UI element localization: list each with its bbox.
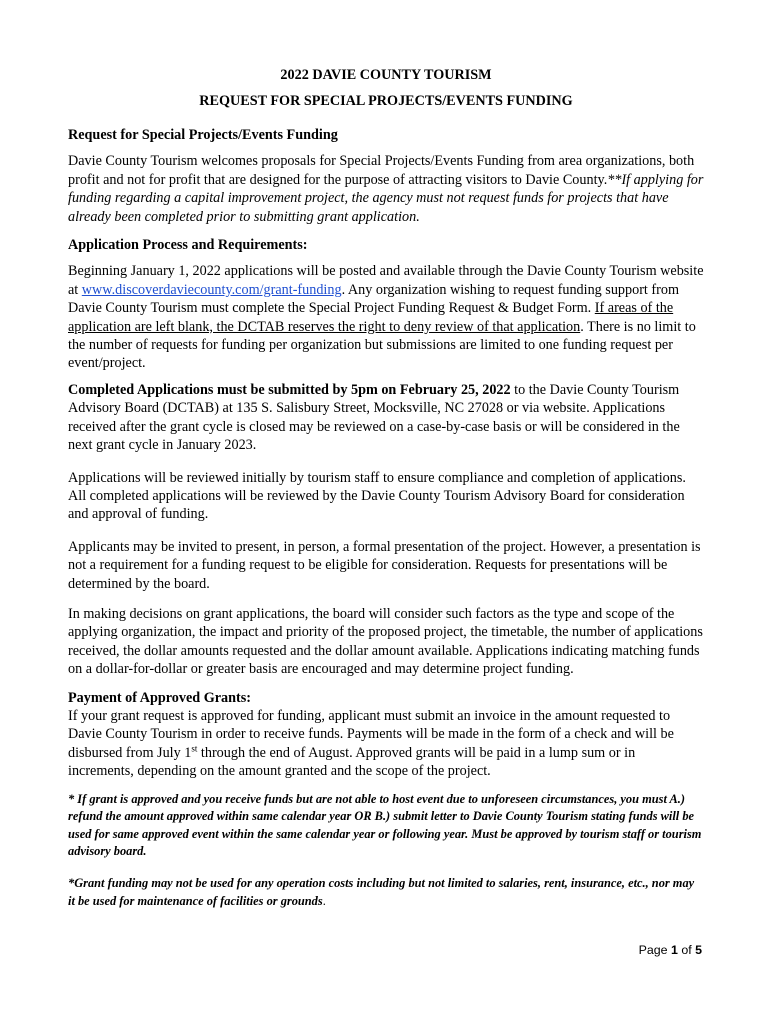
note-refund: * If grant is approved and you receive funds but are not able to host event due to unforeseen circumstances, you must A.) refund the amount approved within same calendar year OR B.) submit letter to Davie County Tourism stating funds will be used for same approved event within the same calendar year or following year. Must be approved by tourism staff or tourism advisory board. bbox=[68, 791, 702, 859]
process-text-a: Beginning January 1, 2022 applications will be posted and available through the Davie County Tourism website at bbox=[68, 263, 704, 298]
blank-areas-warning: If areas of the application are left blank, the DCTAB reserves the right to deny review of that application bbox=[68, 300, 674, 335]
page-number: 1 bbox=[670, 943, 678, 957]
paragraph-decisions: In making decisions on grant applications, the board will consider such factors as the type and scope of the applying organization, the impact and priority of the proposed project, the timetable, the number of applications received, the dollar amounts requested and the dollar amount available. Applications indicating matching funds on a dollar-for-dollar or greater basis are encouraged and may determine project funding. bbox=[68, 605, 703, 678]
deadline-bold: Completed Applications must be submitted by 5pm on February 25, 2022 bbox=[68, 381, 511, 398]
note-operation-costs-period: . bbox=[322, 893, 326, 908]
paragraph-application-process bbox=[68, 262, 704, 372]
process-text-c: . There is no limit to the number of requests for funding per organization but submissions are limited to one funding request per event/project. bbox=[68, 318, 696, 372]
document-body bbox=[68, 64, 704, 910]
document-title-line2: REQUEST FOR SPECIAL PROJECTS/EVENTS FUNDING bbox=[199, 93, 573, 109]
grant-funding-link[interactable]: www.discoverdaviecounty.com/grant-funding bbox=[81, 281, 342, 298]
payment-superscript: st bbox=[191, 743, 198, 754]
capital-improvement-note: **If applying for funding regarding a capital improvement project, the agency must not request funds for projects that have already been completed prior to submitting grant application. bbox=[68, 171, 704, 225]
page-total: 5 bbox=[695, 943, 702, 957]
paragraph-review: Applications will be reviewed initially by tourism staff to ensure compliance and completion of applications. All completed applications will be reviewed by the Davie County Tourism Advisory Board for consideration and approval of funding. bbox=[68, 469, 686, 523]
paragraph-payment bbox=[68, 707, 704, 781]
note-operation-costs bbox=[68, 875, 704, 910]
document-title-line1: 2022 DAVIE COUNTY TOURISM bbox=[280, 67, 492, 83]
paragraph-presentation: Applicants may be invited to present, in person, a formal presentation of the project. However, a presentation is not a requirement for a funding request to be eligible for consideration. Requests for presentations will be determined by the board. bbox=[68, 538, 701, 592]
of-word: of bbox=[677, 943, 696, 957]
page-word: Page bbox=[638, 943, 671, 957]
page-footer bbox=[639, 943, 702, 957]
process-text-b: . Any organization wishing to request funding support from Davie County Tourism must complete the Special Project Funding Request & Budget Form. bbox=[68, 281, 679, 317]
deadline-text: to the Davie County Tourism Advisory Board (DCTAB) at 135 S. Salisbury Street, Mocksville, NC 27028 or via website. Applications received after the grant cycle is closed may be reviewed on a case-by-case basis or will be considered in the next grant cycle in January 2023. bbox=[68, 381, 680, 454]
note-operation-costs-text: *Grant funding may not be used for any operation costs including but not limited to salaries, rent, insurance, etc., nor may it be used for maintenance of facilities or grounds bbox=[68, 875, 695, 908]
intro-text: Davie County Tourism welcomes proposals for Special Projects/Events Funding from area organizations, both profit and not for profit that are designed for the purpose of attracting visitors to Davie County. bbox=[68, 153, 695, 188]
paragraph-deadline bbox=[68, 381, 704, 455]
section-heading-payment: Payment of Approved Grants: bbox=[68, 689, 251, 706]
payment-text-b: through the end of August. Approved grants will be paid in a lump sum or in increments, depending on the amount granted and the scope of the project. bbox=[68, 744, 636, 780]
paragraph-intro bbox=[68, 152, 704, 226]
section-heading-special-projects: Request for Special Projects/Events Funding bbox=[68, 127, 338, 143]
section-heading-application-process: Application Process and Requirements: bbox=[68, 237, 308, 254]
payment-text-a: If your grant request is approved for funding, applicant must submit an invoice in the amount requested to Davie County Tourism in order to receive funds. Payments will be made in the form of a check and will be disbursed from July 1 bbox=[68, 707, 674, 761]
